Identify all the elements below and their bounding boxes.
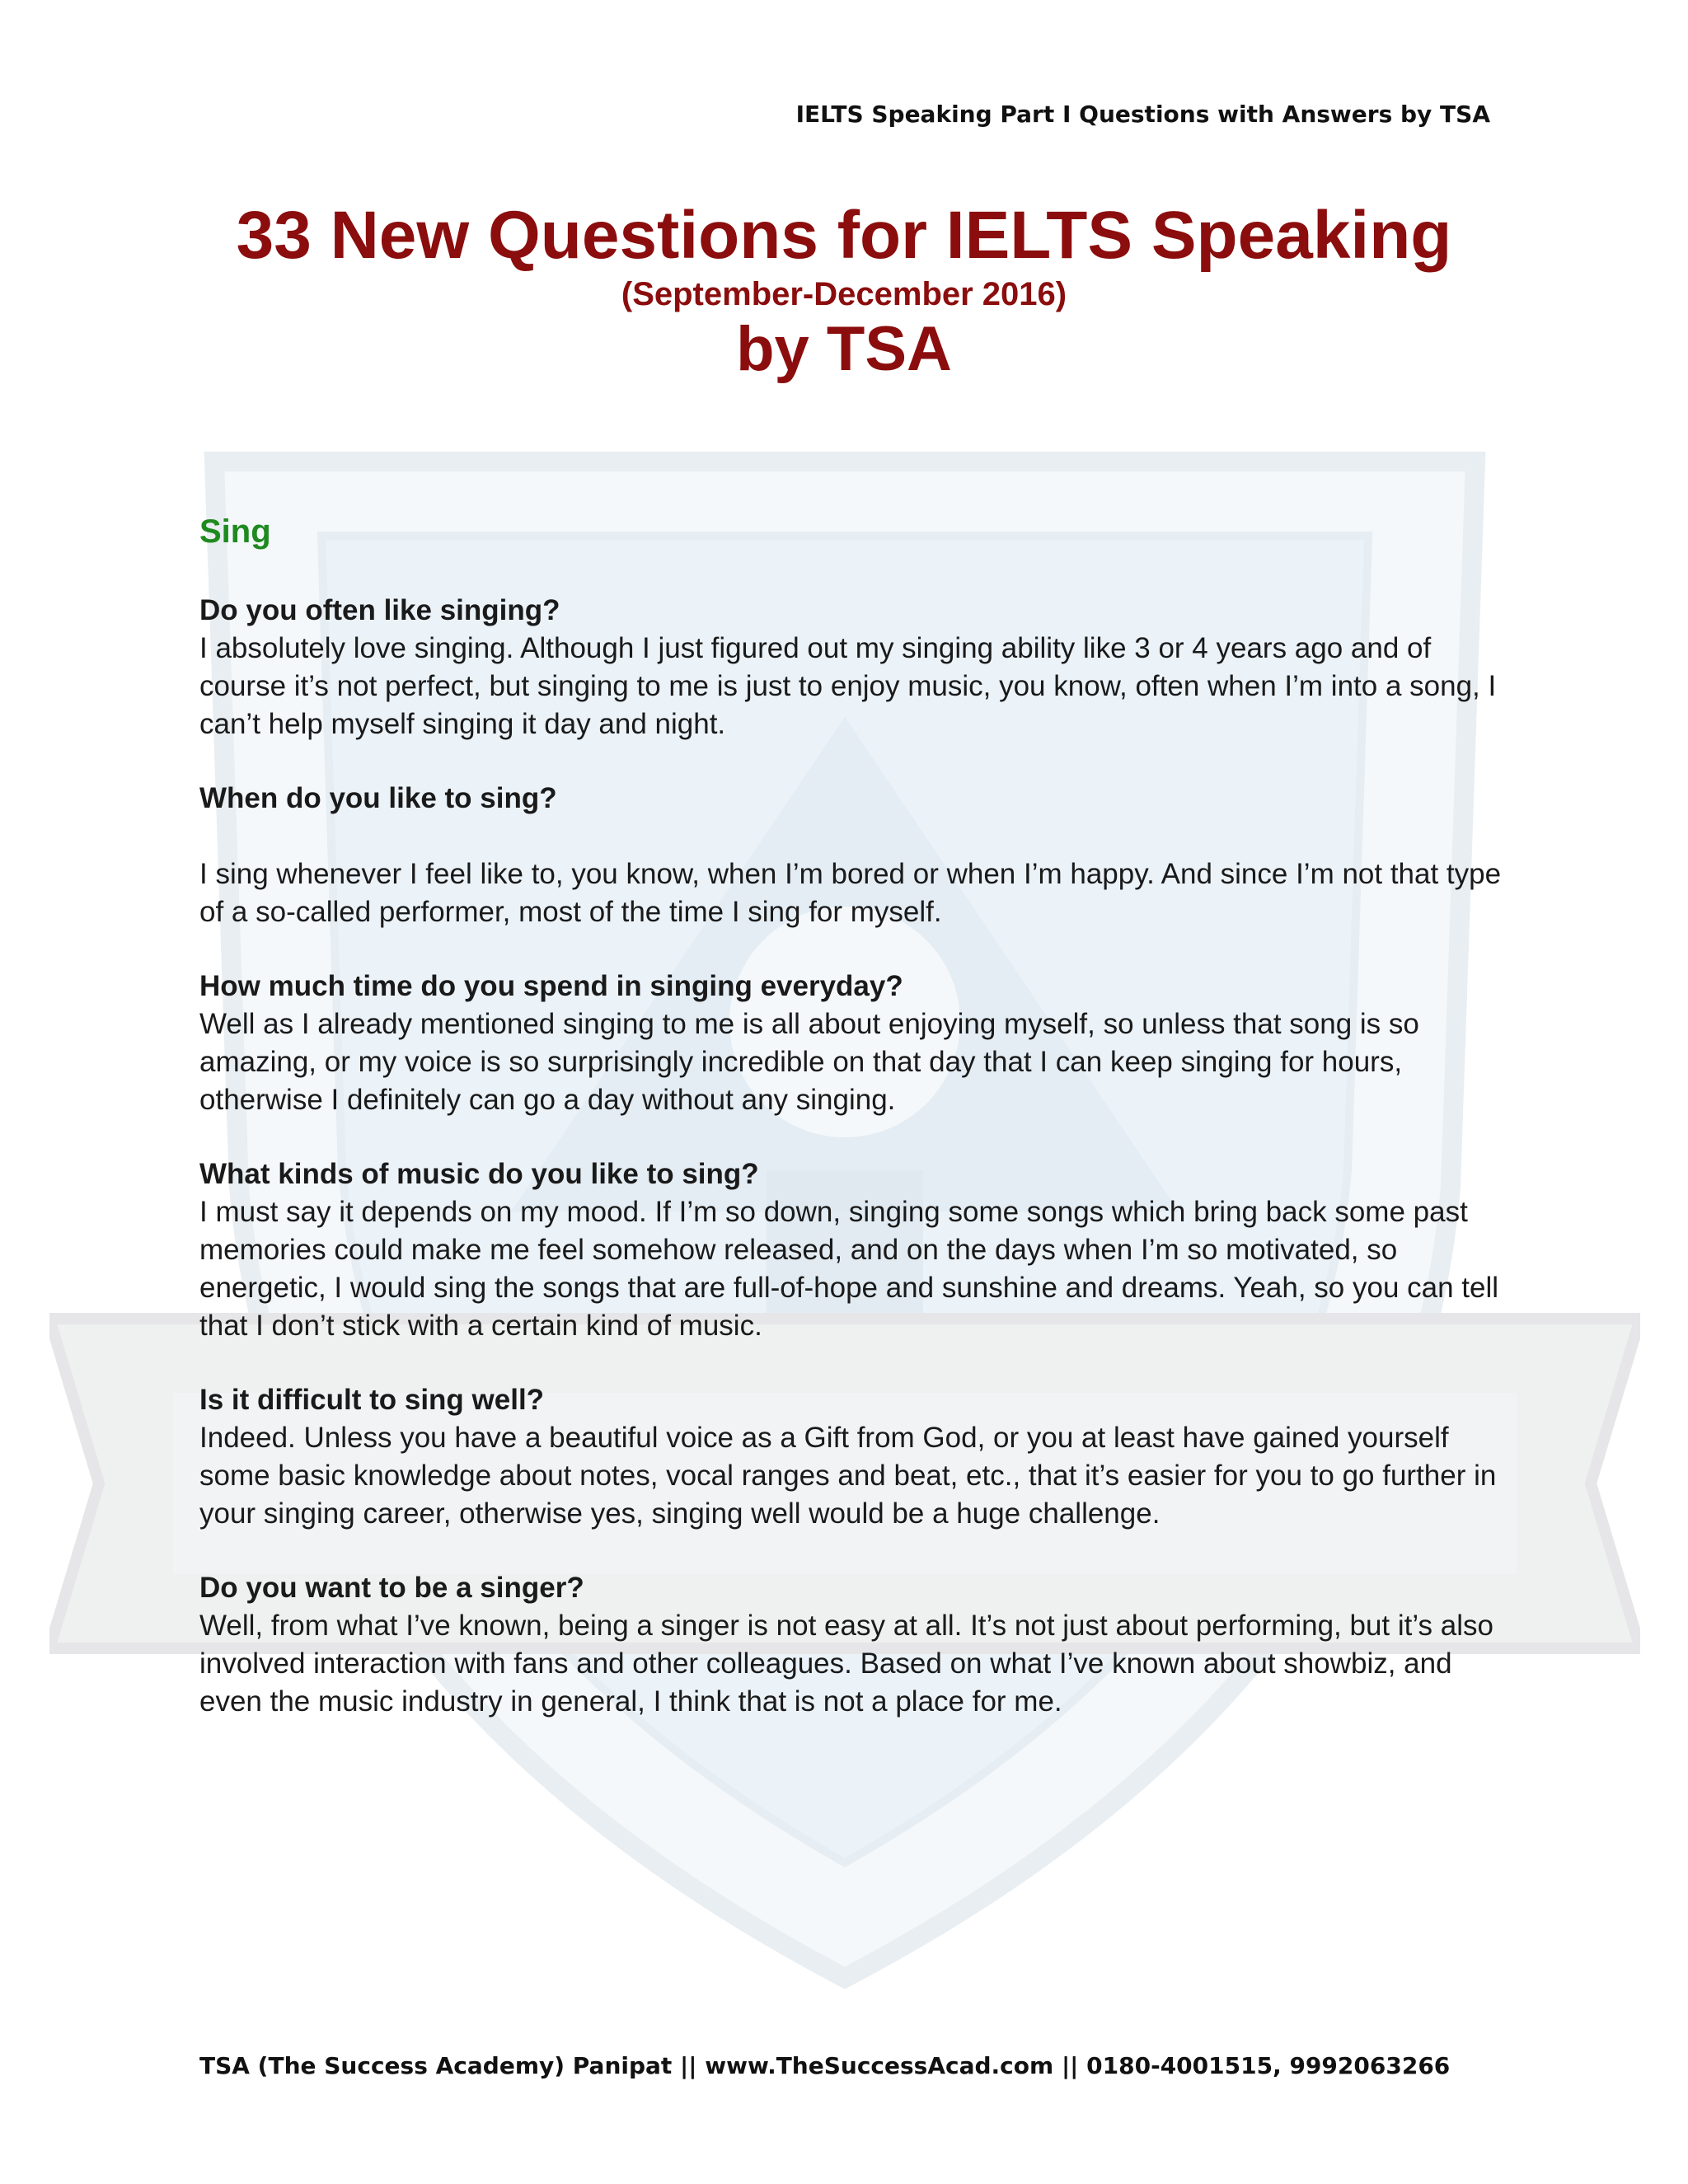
answer: I absolutely love singing. Although I just figured out my singing ability like 3 or 4 years ago and of course it’s not perfect, but singing to me is just to enjoy music, you know, often when I’m into a song, I can’t help myself singing it day and night. [199,632,1497,740]
qa-item [199,780,1510,931]
qa-item [199,1155,1510,1345]
answer: Well as I already mentioned singing to me is all about enjoying myself, so unless that song is so amazing, or my voice is so surprisingly incredible on that day that I can keep singing for hours, otherwise I definitely can go a day without any singing. [199,1008,1419,1116]
question: How much time do you spend in singing everyday? [199,970,903,1002]
question: Do you want to be a singer? [199,1572,584,1604]
running-header: IELTS Speaking Part I Questions with Answers by TSA [795,101,1490,128]
question: When do you like to sing? [199,782,557,814]
qa-item [199,1381,1510,1533]
page-footer: TSA (The Success Academy) Panipat || www.TheSuccessAcad.com || 0180-4001515, 9992063266 [199,2052,1451,2079]
qa-item [199,592,1510,743]
document-byline: by TSA [736,314,952,384]
question: What kinds of music do you like to sing? [199,1158,759,1190]
title-block [0,196,1688,386]
answer: I must say it depends on my mood. If I’m so down, singing some songs which bring back some past memories could make me feel somehow released, and on the days when I’m so motivated, so energetic, I would sing the songs that are full-of-hope and sunshine and dreams. Yeah, so you can tell that I don’t stick with a certain kind of music. [199,1196,1499,1342]
question: Is it difficult to sing well? [199,1384,545,1416]
document-subtitle: (September-December 2016) [621,276,1067,312]
answer: Well, from what I’ve known, being a singer is not easy at all. It’s not just about performing, but it’s also involved interaction with fans and other colleagues. Based on what I’ve known about showbiz, and even the music industry in general, I think that is not a place for me. [199,1610,1493,1718]
answer: Indeed. Unless you have a beautiful voice as a Gift from God, or you at least have gained yourself some basic knowledge about notes, vocal ranges and beat, etc., that it’s easier for you to go further in your singing career, otherwise yes, singing well would be a huge challenge. [199,1422,1497,1530]
section-heading: Sing [199,513,271,550]
qa-item [199,1569,1510,1721]
question: Do you often like singing? [199,594,560,626]
qa-item [199,968,1510,1119]
document-title: 33 New Questions for IELTS Speaking [236,198,1452,273]
answer: I sing whenever I feel like to, you know, when I’m bored or when I’m happy. And since I’m not that type of a so-called performer, most of the time I sing for myself. [199,858,1502,928]
content-body [199,511,1510,1757]
